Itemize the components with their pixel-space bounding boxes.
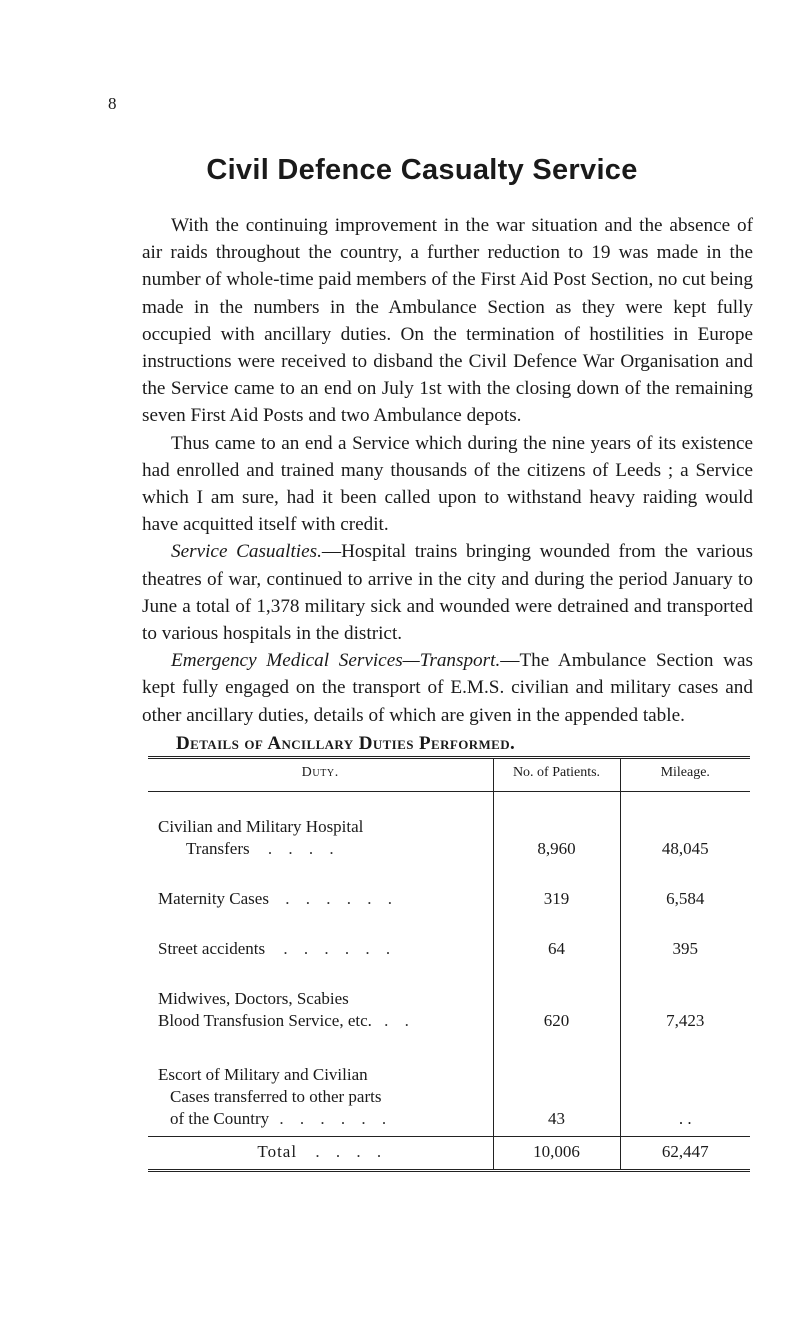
column-header-patients: No. of Patients.	[493, 759, 620, 792]
mileage-cell: 48,045	[620, 792, 750, 867]
mileage-cell: 395	[620, 916, 750, 966]
paragraph-4-text: —The Ambulance Section was kept fully engaged on the transport of E.M.S. civilian and military cases and other ancillary duties, details of which are given in the appended table.	[142, 650, 754, 726]
duty-cell	[148, 792, 493, 867]
duty-line: Civilian and Military Hospital	[158, 817, 364, 836]
total-label-cell	[148, 1137, 493, 1170]
paragraph-4-heading: Emergency Medical Services—Transport.	[171, 650, 501, 672]
leader-dots: . . . . . .	[285, 889, 398, 908]
total-mileage-cell: 62,447	[620, 1137, 750, 1170]
patients-cell: 8,960	[493, 792, 620, 867]
patients-cell: 64	[493, 916, 620, 966]
duty-line: of the Country	[170, 1109, 270, 1128]
leader-dots: . . . .	[315, 1142, 388, 1161]
paragraph-1: With the continuing improvement in the war situation and the absence of air raids throughout the country, a further reduction to 19 was made in the number of whole-time paid members of the First Aid Post Section, no cut being made in the numbers in the Ambulance Section as they were kept fully occupied with ancillary duties. On the termination of hostilities in Europe instructions were received to disband the Civil Defence War Organisation and the Service came to an end on July 1st with the closing down of the remaining seven First Aid Posts and two Ambulance depots.	[142, 215, 753, 427]
duty-cell	[148, 966, 493, 1038]
duty-line: Midwives, Doctors, Scabies	[158, 989, 349, 1008]
patients-cell: 43	[493, 1038, 620, 1137]
table-row	[148, 866, 750, 916]
duty-line: Escort of Military and Civilian	[158, 1065, 368, 1084]
duties-table	[148, 759, 750, 1169]
column-header-duty: Duty.	[148, 759, 493, 792]
leader-dots: . . . . . .	[283, 939, 397, 958]
page-number: 8	[108, 94, 117, 113]
total-label: Total	[257, 1142, 298, 1161]
leader-dots: . .	[384, 1011, 415, 1030]
column-header-mileage: Mileage.	[620, 759, 750, 792]
paragraph-4	[142, 647, 753, 729]
paragraph-3-text: —Hospital trains bringing wounded from the various theatres of war, continued to arrive in the city and during the period January to June a total of 1,378 military sick and wounded were detrained and transported to various hospitals in the district.	[142, 541, 753, 645]
duty-line: Blood Transfusion Service, etc.	[158, 1011, 372, 1030]
leader-dots: . . . .	[267, 839, 340, 858]
duty-cell	[148, 1038, 493, 1137]
paragraph-3	[142, 538, 753, 647]
patients-cell: 620	[493, 966, 620, 1038]
patients-cell: 319	[493, 866, 620, 916]
table-row	[148, 792, 750, 867]
total-patients-cell: 10,006	[493, 1137, 620, 1170]
table-row	[148, 1038, 750, 1137]
paragraph-3-heading: Service Casualties.	[171, 541, 322, 563]
table-row	[148, 966, 750, 1038]
duty-line: Maternity Cases	[158, 889, 269, 908]
body-text	[142, 212, 753, 729]
leader-dots: . . . . . .	[279, 1109, 393, 1128]
table-total-row	[148, 1137, 750, 1170]
duties-table-frame	[148, 756, 750, 1172]
duty-line: Transfers	[186, 839, 250, 858]
paragraph-2: Thus came to an end a Service which during the nine years of its existence had enrolled and trained many thousands of the citizens of Leeds ; a Service which I am sure, had it been called upon to withstand heavy raiding would have acquitted itself with credit.	[142, 432, 753, 536]
mileage-cell: 7,423	[620, 966, 750, 1038]
duty-cell	[148, 916, 493, 966]
duty-line: Cases transferred to other parts	[170, 1087, 382, 1106]
table-row	[148, 916, 750, 966]
duty-line: Street accidents	[158, 939, 266, 958]
table-header-row	[148, 759, 750, 792]
mileage-cell: . .	[620, 1038, 750, 1137]
table-heading: Details of Ancillary Duties Performed.	[176, 733, 516, 754]
duty-cell	[148, 866, 493, 916]
mileage-cell: 6,584	[620, 866, 750, 916]
page-title: Civil Defence Casualty Service	[206, 154, 638, 186]
